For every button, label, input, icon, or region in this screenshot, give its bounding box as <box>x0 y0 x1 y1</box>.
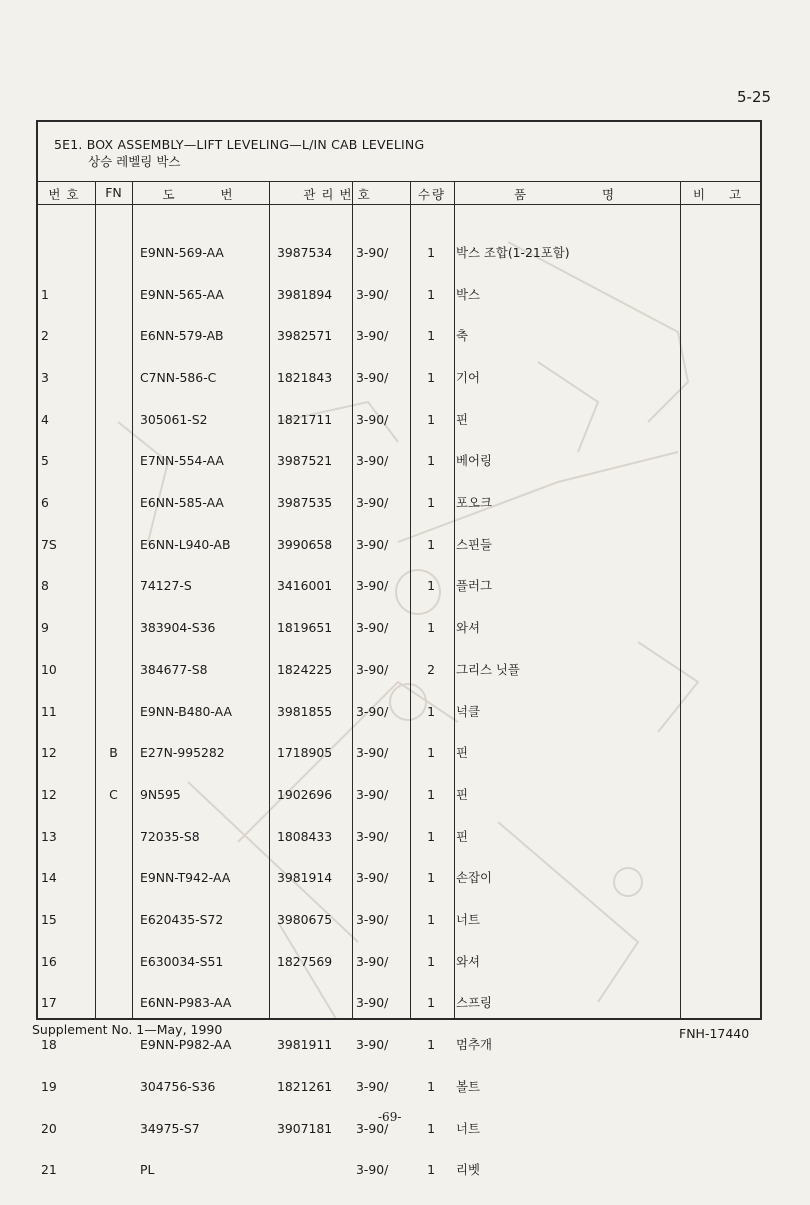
row-number: 12 <box>41 745 57 761</box>
row-revision-code: 3-90/ <box>356 745 389 761</box>
row-quantity: 1 <box>427 411 435 427</box>
row-part-number: E9NN-569-AA <box>140 244 224 260</box>
row-part-name: 스프링 <box>456 995 492 1011</box>
row-quantity: 1 <box>427 328 435 344</box>
row-fn <box>95 288 132 302</box>
row-management-number: 3987535 <box>277 495 333 511</box>
header-remarks: 비 고 <box>692 187 748 202</box>
row-fn <box>95 913 132 927</box>
row-quantity: 1 <box>427 995 435 1011</box>
row-part-name: 기어 <box>456 369 480 385</box>
row-part-name: 플러그 <box>456 578 492 594</box>
row-part-number: E9NN-T942-AA <box>140 870 231 886</box>
row-management-number: 3981911 <box>277 1037 333 1053</box>
row-part-name: 스핀들 <box>456 536 492 552</box>
row-part-number: E630034-S51 <box>140 953 224 969</box>
row-fn <box>95 663 132 677</box>
row-number: 3 <box>41 369 49 385</box>
row-revision-code: 3-90/ <box>356 369 389 385</box>
title-english: 5E1. BOX ASSEMBLY—LIFT LEVELING—L/IN CAB LEVELING <box>54 137 425 152</box>
row-part-name: 리벳 <box>456 1162 480 1178</box>
row-number: 7S <box>41 536 57 552</box>
row-fn <box>95 1080 132 1094</box>
row-part-name: 박스 <box>456 286 480 302</box>
row-part-number: 34975-S7 <box>140 1120 200 1136</box>
row-quantity: 1 <box>427 1078 435 1094</box>
row-management-number: 3907181 <box>277 1120 333 1136</box>
row-part-name: 손잡이 <box>456 870 492 886</box>
row-fn <box>95 579 132 593</box>
title-korean: 상승 레벨링 박스 <box>88 154 181 169</box>
row-quantity: 1 <box>427 620 435 636</box>
row-management-number: 1819651 <box>277 620 333 636</box>
row-management-number: 1718905 <box>277 745 333 761</box>
row-quantity: 1 <box>427 286 435 302</box>
row-part-name: 핀 <box>456 786 468 802</box>
row-number: 14 <box>41 870 57 886</box>
row-quantity: 1 <box>427 453 435 469</box>
row-fn: B <box>109 745 118 761</box>
row-quantity: 1 <box>427 536 435 552</box>
row-revision-code: 3-90/ <box>356 1120 389 1136</box>
column-drawing-number <box>140 218 268 1205</box>
row-quantity: 1 <box>427 369 435 385</box>
row-part-number: E6NN-L940-AB <box>140 536 231 552</box>
row-management-number: 1824225 <box>277 661 333 677</box>
row-revision-code: 3-90/ <box>356 1162 389 1178</box>
header-part-name: 품 명 <box>513 187 621 202</box>
row-fn <box>95 955 132 969</box>
row-fn <box>95 621 132 635</box>
row-part-number: 384677-S8 <box>140 661 208 677</box>
row-management-number: 3990658 <box>277 536 333 552</box>
row-number: 9 <box>41 620 49 636</box>
row-revision-code: 3-90/ <box>356 1037 389 1053</box>
row-number: 18 <box>41 1037 57 1053</box>
row-management-number <box>277 996 351 1010</box>
row-management-number <box>277 1163 351 1177</box>
row-management-number: 1827569 <box>277 953 333 969</box>
row-fn <box>95 329 132 343</box>
page-number: 5-25 <box>737 88 772 106</box>
row-management-number: 1902696 <box>277 786 333 802</box>
row-management-number: 3981855 <box>277 703 333 719</box>
row-number: 10 <box>41 661 57 677</box>
row-part-name: 와셔 <box>456 620 480 636</box>
row-fn <box>95 1122 132 1136</box>
row-fn <box>95 538 132 552</box>
row-management-number: 1821843 <box>277 369 333 385</box>
row-revision-code: 3-90/ <box>356 411 389 427</box>
row-number: 6 <box>41 495 49 511</box>
row-revision-code: 3-90/ <box>356 870 389 886</box>
row-revision-code: 3-90/ <box>356 1078 389 1094</box>
row-part-number: 304756-S36 <box>140 1078 216 1094</box>
row-management-number: 3987521 <box>277 453 333 469</box>
column-divider <box>680 182 681 1018</box>
row-part-name: 축 <box>456 328 468 344</box>
row-number: 2 <box>41 328 49 344</box>
header-top-rule <box>38 181 760 182</box>
row-number <box>41 246 91 260</box>
row-quantity: 1 <box>427 578 435 594</box>
row-revision-code: 3-90/ <box>356 328 389 344</box>
column-number <box>41 218 91 1205</box>
row-fn <box>95 371 132 385</box>
column-part-name <box>456 218 678 1205</box>
row-part-number: PL <box>140 1162 155 1178</box>
row-part-number: 305061-S2 <box>140 411 208 427</box>
row-revision-code: 3-90/ <box>356 828 389 844</box>
row-number: 4 <box>41 411 49 427</box>
row-revision-code: 3-90/ <box>356 453 389 469</box>
row-quantity: 1 <box>427 745 435 761</box>
header-number: 번호 <box>48 187 85 202</box>
row-revision-code: 3-90/ <box>356 995 389 1011</box>
row-management-number: 3416001 <box>277 578 333 594</box>
column-divider <box>269 182 270 1018</box>
header-management-number: 관리번호 <box>303 187 376 202</box>
row-part-number: 9N595 <box>140 786 181 802</box>
row-revision-code: 3-90/ <box>356 244 389 260</box>
row-part-number: E7NN-554-AA <box>140 453 224 469</box>
row-quantity: 1 <box>427 495 435 511</box>
row-quantity: 1 <box>427 870 435 886</box>
row-part-name: 베어링 <box>456 453 492 469</box>
column-management-number <box>277 218 351 1205</box>
row-revision-code: 3-90/ <box>356 661 389 677</box>
row-number: 8 <box>41 578 49 594</box>
header-fn: FN <box>105 185 122 200</box>
row-part-name: 포오크 <box>456 495 492 511</box>
row-quantity: 1 <box>427 1037 435 1053</box>
row-number: 12 <box>41 786 57 802</box>
row-part-name: 핀 <box>456 828 468 844</box>
column-revision-code <box>356 218 410 1205</box>
row-part-name: 넉클 <box>456 703 480 719</box>
row-quantity: 1 <box>427 244 435 260</box>
row-revision-code: 3-90/ <box>356 495 389 511</box>
footer-document-code: FNH-17440 <box>679 1026 750 1041</box>
row-management-number: 1821711 <box>277 411 333 427</box>
row-fn <box>95 705 132 719</box>
row-quantity: 1 <box>427 1120 435 1136</box>
row-number: 20 <box>41 1120 57 1136</box>
row-fn <box>95 871 132 885</box>
bottom-page-number: -69- <box>378 1110 402 1124</box>
column-divider <box>352 182 353 1018</box>
row-part-name: 볼트 <box>456 1078 480 1094</box>
row-part-number: E6NN-579-AB <box>140 328 224 344</box>
row-part-name: 그리스 닛플 <box>456 661 520 677</box>
row-number: 13 <box>41 828 57 844</box>
row-number: 1 <box>41 286 49 302</box>
row-revision-code: 3-90/ <box>356 703 389 719</box>
row-number: 5 <box>41 453 49 469</box>
row-management-number: 3981894 <box>277 286 333 302</box>
row-fn <box>95 496 132 510</box>
row-management-number: 1821261 <box>277 1078 333 1094</box>
row-management-number: 3981914 <box>277 870 333 886</box>
row-part-name: 멈추개 <box>456 1037 492 1053</box>
row-fn <box>95 1163 132 1177</box>
row-quantity: 1 <box>427 786 435 802</box>
row-revision-code: 3-90/ <box>356 578 389 594</box>
row-part-number: E620435-S72 <box>140 912 224 928</box>
row-fn <box>95 413 132 427</box>
row-number: 21 <box>41 1162 57 1178</box>
column-quantity <box>410 218 435 1205</box>
row-revision-code: 3-90/ <box>356 620 389 636</box>
column-fn <box>95 218 132 1205</box>
row-part-number: E27N-995282 <box>140 745 225 761</box>
row-part-name: 와셔 <box>456 953 480 969</box>
row-number: 15 <box>41 912 57 928</box>
row-revision-code: 3-90/ <box>356 953 389 969</box>
row-quantity: 1 <box>427 912 435 928</box>
row-number: 19 <box>41 1078 57 1094</box>
row-part-name: 핀 <box>456 411 468 427</box>
row-number: 16 <box>41 953 57 969</box>
row-fn: C <box>109 786 118 802</box>
row-part-number: E9NN-B480-AA <box>140 703 232 719</box>
row-quantity: 1 <box>427 703 435 719</box>
row-fn <box>95 1038 132 1052</box>
row-fn <box>95 246 132 260</box>
header-drawing-number: 도 번 <box>162 187 239 202</box>
row-management-number: 1808433 <box>277 828 333 844</box>
column-divider <box>132 182 133 1018</box>
row-part-number: C7NN-586-C <box>140 369 217 385</box>
row-part-number: E6NN-P983-AA <box>140 995 232 1011</box>
row-part-number: E9NN-565-AA <box>140 286 224 302</box>
row-revision-code: 3-90/ <box>356 536 389 552</box>
row-part-name: 핀 <box>456 745 468 761</box>
header-quantity: 수량 <box>417 187 447 202</box>
row-revision-code: 3-90/ <box>356 786 389 802</box>
row-revision-code: 3-90/ <box>356 286 389 302</box>
row-quantity: 1 <box>427 828 435 844</box>
row-number: 11 <box>41 703 57 719</box>
row-fn <box>95 830 132 844</box>
header-bottom-rule <box>38 204 760 205</box>
row-part-number: E6NN-585-AA <box>140 495 224 511</box>
row-management-number: 3980675 <box>277 912 333 928</box>
row-quantity: 2 <box>427 661 435 677</box>
row-part-name: 너트 <box>456 1120 480 1136</box>
row-part-name: 너트 <box>456 912 480 928</box>
row-part-number: 72035-S8 <box>140 828 200 844</box>
row-management-number: 3982571 <box>277 328 333 344</box>
row-quantity: 1 <box>427 1162 435 1178</box>
row-part-number: 74127-S <box>140 578 192 594</box>
row-part-number: 383904-S36 <box>140 620 216 636</box>
row-management-number: 3987534 <box>277 244 333 260</box>
row-revision-code: 3-90/ <box>356 912 389 928</box>
row-number: 17 <box>41 995 57 1011</box>
footer-supplement: Supplement No. 1—May, 1990 <box>32 1022 223 1037</box>
row-fn <box>95 454 132 468</box>
column-divider <box>454 182 455 1018</box>
row-part-name: 박스 조합(1-21포함) <box>456 244 570 260</box>
row-fn <box>95 996 132 1010</box>
row-part-number: E9NN-P982-AA <box>140 1037 232 1053</box>
row-quantity: 1 <box>427 953 435 969</box>
